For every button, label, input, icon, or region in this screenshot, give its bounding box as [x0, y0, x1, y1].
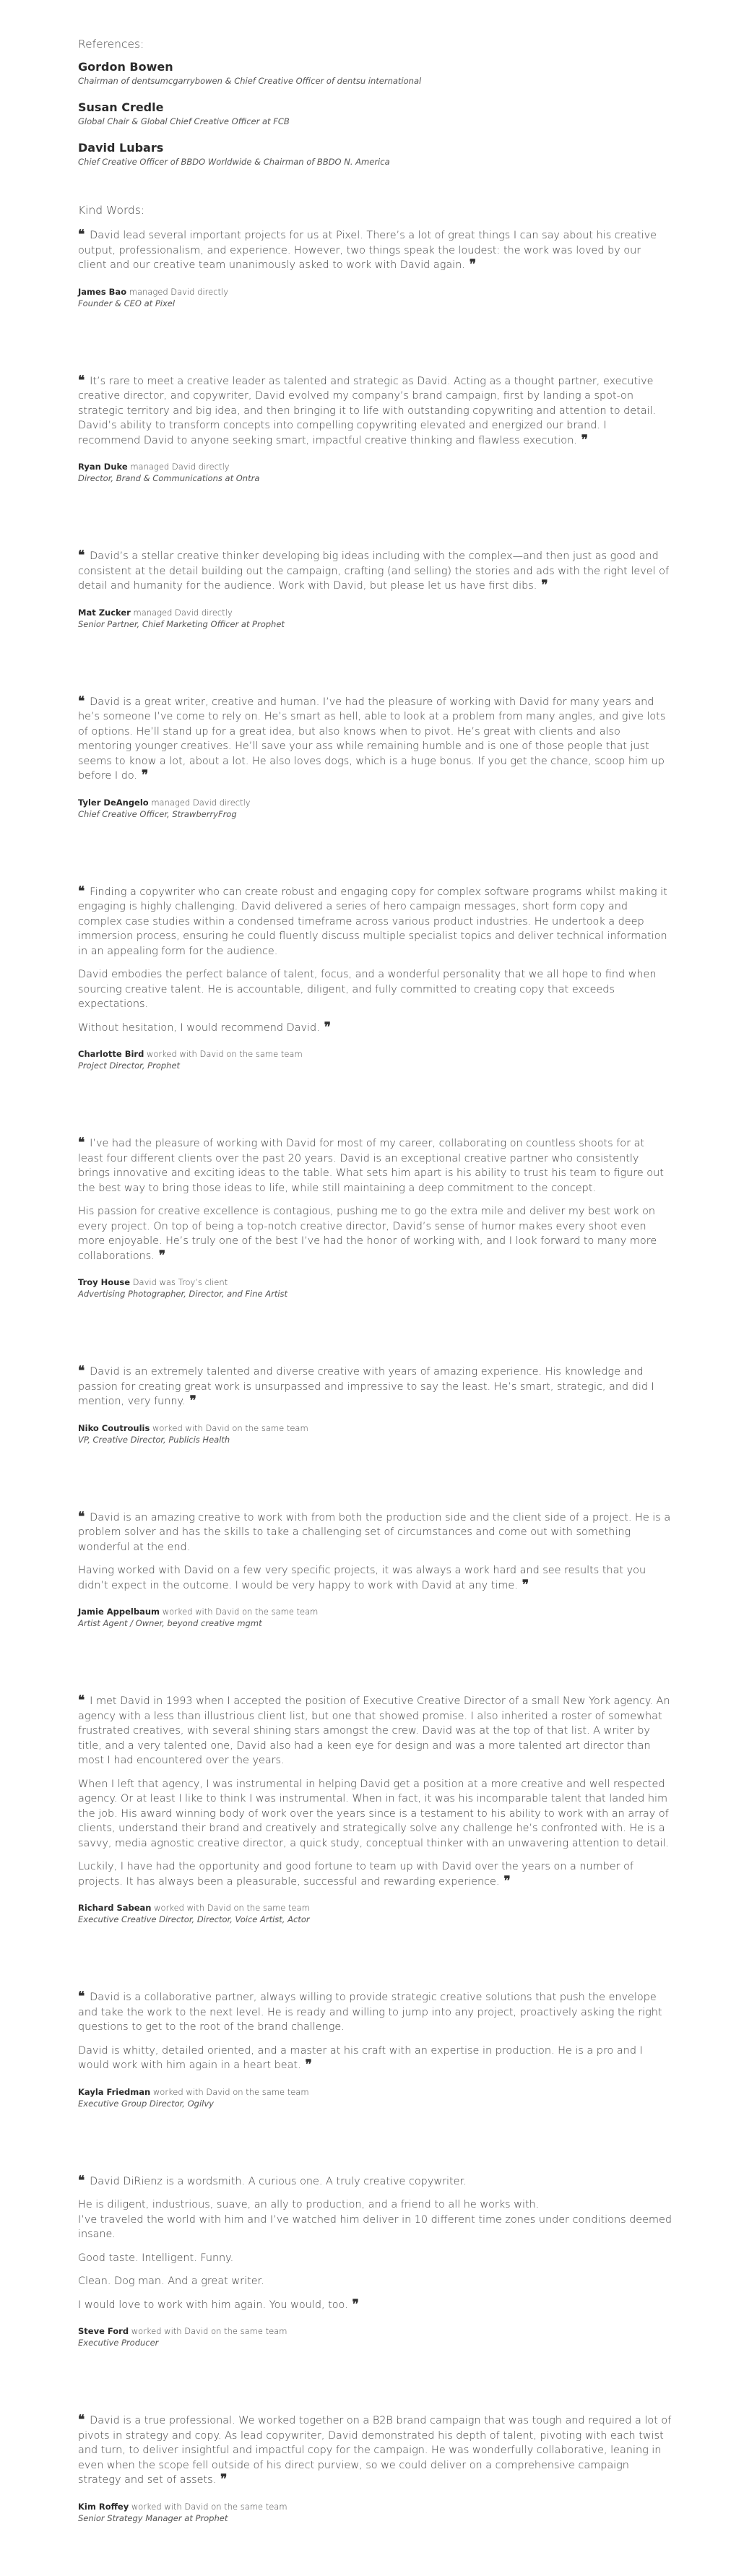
testimonial	[78, 695, 672, 820]
author-line	[78, 1606, 672, 1617]
open-quote-icon: ❝	[78, 228, 85, 242]
author-line	[78, 1422, 672, 1434]
author-role: VP, Creative Director, Publicis Health	[78, 1434, 230, 1445]
testimonial-paragraph	[78, 1694, 672, 1768]
testimonial	[78, 2174, 672, 2349]
author-line	[78, 797, 672, 808]
testimonial-text: David lead several important projects for us at Pixel. There’s a lot of great things I can say about his creative output, professionalism, and experience. However, two things speak the loudest: the work was loved by our client and our creative team unanimously asked to work with David again.	[78, 230, 657, 271]
close-quote-icon: ❞	[220, 2472, 228, 2486]
testimonial-text: David embodies the perfect balance of talent, focus, and a wonderful personality that we all hope to find when sourcing creative talent. He is accountable, diligent, and fully committed to creating copy that exceeds expectations.	[78, 969, 657, 1010]
testimonial-paragraph	[78, 1365, 672, 1409]
testimonial-paragraph	[78, 2197, 672, 2242]
testimonial-paragraph	[78, 1021, 672, 1036]
testimonial-text: His passion for creative excellence is contagious, pushing me to go the extra mile and deliver my best work on every project. On top of being a top-notch creative director, David’s sense of humor makes every shoot even more enjoyable. He’s truly one of the best I’ve had the honor of working with, and I look forward to many more collaborations.	[78, 1206, 657, 1262]
testimonial	[78, 1136, 672, 1300]
testimonial-text: Having worked with David on a few very specific projects, it was always a work hard and see results that you didn’t expect in the outcome. I would be very happy to work with David at any time.	[78, 1565, 646, 1591]
close-quote-icon: ❞	[469, 257, 477, 272]
close-quote-icon: ❞	[581, 432, 588, 447]
author-line	[78, 1276, 672, 1288]
author-relation: worked with David on the same team	[146, 1049, 303, 1059]
author-line	[78, 461, 672, 472]
author-line	[78, 1048, 672, 1060]
testimonial-text: David is an extremely talented and diverse creative with years of amazing experience. His knowledge and passion for creating great work is unsurpassed and impressive to say the least. He’s smart, strategic, and did I mention, very funny.	[78, 1366, 654, 1407]
author-relation: David was Troy’s client	[132, 1277, 228, 1287]
author-block	[78, 797, 672, 820]
author-relation: worked with David on the same team	[152, 2086, 309, 2097]
author-relation: worked with David on the same team	[152, 1422, 308, 1433]
testimonial-text: I’ve had the pleasure of working with David for most of my career, collaborating on countless shoots for at least four different clients over the past 20 years. David is an exceptional creative partner who consistently brings innovative and exciting ideas to the table. What sets him apart is his ability to trust his team to figure out the best way to bring those ideas to life, while still maintaining a deep commitment to the concept.	[78, 1138, 664, 1194]
testimonial-paragraph	[78, 228, 672, 273]
author-block	[78, 286, 672, 309]
testimonials-list	[78, 228, 672, 2524]
close-quote-icon: ❞	[158, 1248, 165, 1263]
testimonial-text: He is diligent, industrious, suave, an ally to production, and a friend to all he works with. I’ve traveled the world with him and I’ve watched him deliver in 10 different time zones under conditions deemed insane.	[78, 2199, 672, 2240]
testimonial-text: Finding a copywriter who can create robust and engaging copy for complex software programs whilst making it engaging is highly challenging. David delivered a series of hero campaign messages, short form copy and complex case studies within a condensed timeframe across various product industries. He undertook a deep immersion process, ensuring he could fluently discuss multiple specialist topics and deliver technical information in an appealing form for the audience.	[78, 886, 667, 957]
testimonial-paragraph	[78, 2298, 672, 2313]
testimonial-paragraph	[78, 2044, 672, 2073]
testimonial-text: David is whitty, detailed oriented, and a master at his craft with an expertise in production. He is a pro and I would work with him again in a heart beat.	[78, 2044, 643, 2071]
references-section	[78, 38, 672, 168]
close-quote-icon: ❞	[324, 1019, 331, 1034]
testimonial-text: I would love to work with him again. You would, too.	[78, 2299, 348, 2311]
author-block	[78, 1422, 672, 1445]
close-quote-icon: ❞	[541, 578, 548, 592]
author-name: Troy House	[78, 1277, 131, 1287]
testimonial-text: David is a great writer, creative and human. I’ve had the pleasure of working with David for many years and he’s someone I’ve come to rely on. He’s smart as hell, able to look at a problem from many angles, and give lots of options. He’ll stand up for a great idea, but also knows when to pivot. He’s great with clients and also mentoring younger creatives. He’ll save your ass while remaining humble and is one of those people that just seems to know a lot, about a lot. He also loves dogs, which is a huge bonus. If you get the chance, scoop him up before I do.	[78, 696, 666, 782]
author-name: Jamie Appelbaum	[78, 1607, 160, 1617]
author-role: Senior Strategy Manager at Prophet	[78, 2512, 228, 2523]
author-line	[78, 2086, 672, 2098]
testimonial-paragraph	[78, 2251, 672, 2266]
author-block	[78, 2325, 672, 2348]
reference-title: Chairman of dentsumcgarrybowen & Chief Creative Officer of dentsu international	[78, 76, 422, 86]
author-name: Kim Roffey	[78, 2501, 129, 2512]
open-quote-icon: ❝	[78, 1989, 85, 2004]
author-block	[78, 607, 672, 630]
open-quote-icon: ❝	[78, 2173, 85, 2188]
testimonial-paragraph	[78, 1859, 672, 1889]
reference-item	[78, 59, 672, 87]
testimonial-paragraph	[78, 2174, 672, 2190]
author-role: Executive Producer	[78, 2338, 159, 2348]
open-quote-icon: ❝	[78, 1693, 85, 1708]
testimonial-text: I met David in 1993 when I accepted the position of Executive Creative Director of a small New York agency. An agency with a less than illustrious client list, but one that showed promise. I also inherited a roster of somewhat frustrated creatives, with several shining stars amongst the crew. David was at the top of that list. A writer by title, and a very talented one, David also had a keen eye for design and was a more talented art director than most I had encountered over the years.	[78, 1695, 670, 1766]
testimonial-paragraph	[78, 2413, 672, 2488]
author-line	[78, 2325, 672, 2337]
testimonial	[78, 228, 672, 309]
close-quote-icon: ❞	[352, 2296, 359, 2312]
reference-title: Chief Creative Officer of BBDO Worldwide & Chairman of BBDO N. America	[78, 157, 390, 167]
kind-words-label: Kind Words:	[78, 204, 145, 217]
open-quote-icon: ❝	[78, 2413, 85, 2427]
testimonial-text: When I left that agency, I was instrumental in helping David get a position at a more creative and well respected agency. Or at least I like to think I was instrumental. When in fact, it was his incomparable talent that landed him the job. His award winning body of work over the years since is a testament to his ability to work with an array of clients, understand their brand and creatively and strategically solve any challenge he’s confronted with. He is a savvy, media agnostic creative director, a quick study, conceptual thinker with an unwavering attention to detail.	[78, 1778, 669, 1849]
author-role: Founder & CEO at Pixel	[78, 298, 176, 308]
testimonial-paragraph	[78, 885, 672, 959]
author-relation: managed David directly	[130, 462, 230, 472]
testimonial-paragraph	[78, 1136, 672, 1196]
author-relation: worked with David on the same team	[131, 2501, 287, 2512]
open-quote-icon: ❝	[78, 1364, 85, 1378]
testimonial-text: David is a true professional. We worked together on a B2B brand campaign that was tough and required a lot of pivots in strategy and copy. As lead copywriter, David demonstrated his depth of talent, pivoting with each twist and turn, to deliver insightful and impactful copy for the campaign. He was wonderfully collaborative, leaning in even when the scope fell outside of his direct purview, so we could deliver on a comprehensive campaign strategy and set of assets.	[78, 2415, 672, 2486]
testimonial-text: Good taste. Intelligent. Funny.	[78, 2252, 234, 2264]
author-name: Ryan Duke	[78, 462, 128, 472]
testimonial	[78, 1510, 672, 1630]
author-name: Steve Ford	[78, 2326, 129, 2336]
testimonial-paragraph	[78, 2274, 672, 2289]
testimonial-text: David’s a stellar creative thinker developing big ideas including with the complex—and then just as good and consistent at the detail building out the campaign, crafting (and selling) the stories and ads with the right level of detail and humanity for the audience. Work with David, but please let us have first dibs.	[78, 550, 670, 592]
testimonial	[78, 549, 672, 630]
testimonial-paragraph	[78, 1563, 672, 1593]
author-relation: worked with David on the same team	[162, 1607, 319, 1617]
author-relation: worked with David on the same team	[131, 2326, 287, 2336]
testimonial-text: Without hesitation, I would recommend David.	[78, 1021, 320, 1034]
open-quote-icon: ❝	[78, 373, 85, 388]
testimonial-text: Clean. Dog man. And a great writer.	[78, 2275, 264, 2287]
author-name: Richard Sabean	[78, 1903, 152, 1913]
close-quote-icon: ❞	[189, 1393, 196, 1408]
author-block	[78, 1606, 672, 1629]
author-block	[78, 1276, 672, 1300]
author-block	[78, 461, 672, 484]
testimonial-paragraph	[78, 967, 672, 1012]
author-line	[78, 2501, 672, 2512]
reference-title: Global Chair & Global Chief Creative Officer at FCB	[78, 116, 290, 126]
author-name: Charlotte Bird	[78, 1049, 144, 1059]
testimonial-text: David DiRienz is a wordsmith. A curious one. A truly creative copywriter.	[90, 2175, 467, 2187]
open-quote-icon: ❝	[78, 1136, 85, 1150]
testimonial-paragraph	[78, 1510, 672, 1555]
testimonial-paragraph	[78, 1204, 672, 1263]
testimonial	[78, 2413, 672, 2524]
testimonial-paragraph	[78, 374, 672, 449]
reference-name: David Lubars	[78, 141, 164, 155]
author-relation: managed David directly	[129, 286, 229, 297]
author-relation: managed David directly	[151, 797, 251, 808]
author-block	[78, 2501, 672, 2524]
author-name: Mat Zucker	[78, 607, 131, 618]
author-role: Senior Partner, Chief Marketing Officer at Prophet	[78, 618, 285, 629]
author-name: James Bao	[78, 286, 127, 297]
author-role: Project Director, Prophet	[78, 1060, 181, 1071]
testimonial	[78, 374, 672, 485]
author-role: Advertising Photographer, Director, and Fine Artist	[78, 1289, 288, 1299]
author-role: Director, Brand & Communications at Ontra	[78, 473, 260, 483]
references-list	[78, 59, 672, 168]
author-name: Tyler DeAngelo	[78, 797, 149, 808]
close-quote-icon: ❞	[503, 1873, 511, 1888]
testimonial-paragraph	[78, 1990, 672, 2035]
author-name: Kayla Friedman	[78, 2086, 151, 2097]
open-quote-icon: ❝	[78, 693, 85, 709]
author-role: Artist Agent / Owner, beyond creative mgmt	[78, 1618, 262, 1628]
author-block	[78, 1048, 672, 1071]
author-role: Executive Group Director, Ogilvy	[78, 2098, 214, 2109]
author-role: Chief Creative Officer, StrawberryFrog	[78, 808, 237, 819]
reference-item	[78, 140, 672, 168]
author-line	[78, 1902, 672, 1914]
close-quote-icon: ❞	[141, 768, 149, 782]
close-quote-icon: ❞	[522, 1577, 529, 1592]
author-role: Executive Creative Director, Director, Voice Artist, Actor	[78, 1914, 310, 1924]
testimonial-text: David is a collaborative partner, always willing to provide strategic creative solutions that push the envelope and take the work to the next level. He is ready and willing to jump into any project, proactively asking the right questions to get to the root of the brand challenge.	[78, 1992, 662, 2033]
author-relation: worked with David on the same team	[154, 1903, 310, 1913]
testimonial-paragraph	[78, 695, 672, 784]
close-quote-icon: ❞	[305, 2057, 312, 2072]
open-quote-icon: ❝	[78, 548, 85, 563]
reference-name: Gordon Bowen	[78, 60, 173, 74]
author-block	[78, 2086, 672, 2109]
reference-item	[78, 100, 672, 127]
references-label: References:	[78, 38, 144, 51]
testimonial-paragraph	[78, 549, 672, 594]
testimonial	[78, 1990, 672, 2109]
testimonial-text: David is an amazing creative to work with from both the production side and the client side of a project. He is a problem solver and has the skills to take a challenging set of circumstances and come out with something wonderful at the end.	[78, 1511, 671, 1553]
open-quote-icon: ❝	[78, 883, 85, 899]
reference-name: Susan Credle	[78, 100, 164, 114]
author-line	[78, 607, 672, 618]
testimonial	[78, 1694, 672, 1925]
testimonial	[78, 885, 672, 1072]
author-name: Niko Coutroulis	[78, 1422, 150, 1433]
testimonial	[78, 1365, 672, 1445]
author-line	[78, 286, 672, 298]
open-quote-icon: ❝	[78, 1509, 85, 1524]
author-block	[78, 1902, 672, 1925]
testimonial-text: It’s rare to meet a creative leader as talented and strategic as David. Acting as a thought partner, executive creative director, and copywriter, David evolved my company’s brand campaign, first by landing a spot-on strategic territory and big idea, and then bringing it to life with outstanding copywriting and attention to detail. David’s ability to transform concepts into compelling copywriting elevated and energized our brand. I recommend David to anyone seeking smart, impactful creative thinking and flawless execution.	[78, 375, 657, 446]
testimonial-paragraph	[78, 1777, 672, 1851]
testimonial-text: Luckily, I have had the opportunity and good fortune to team up with David over the years on a number of projects. It has always been a pleasurable, successful and rewarding experience.	[78, 1861, 633, 1888]
author-relation: managed David directly	[133, 607, 233, 618]
